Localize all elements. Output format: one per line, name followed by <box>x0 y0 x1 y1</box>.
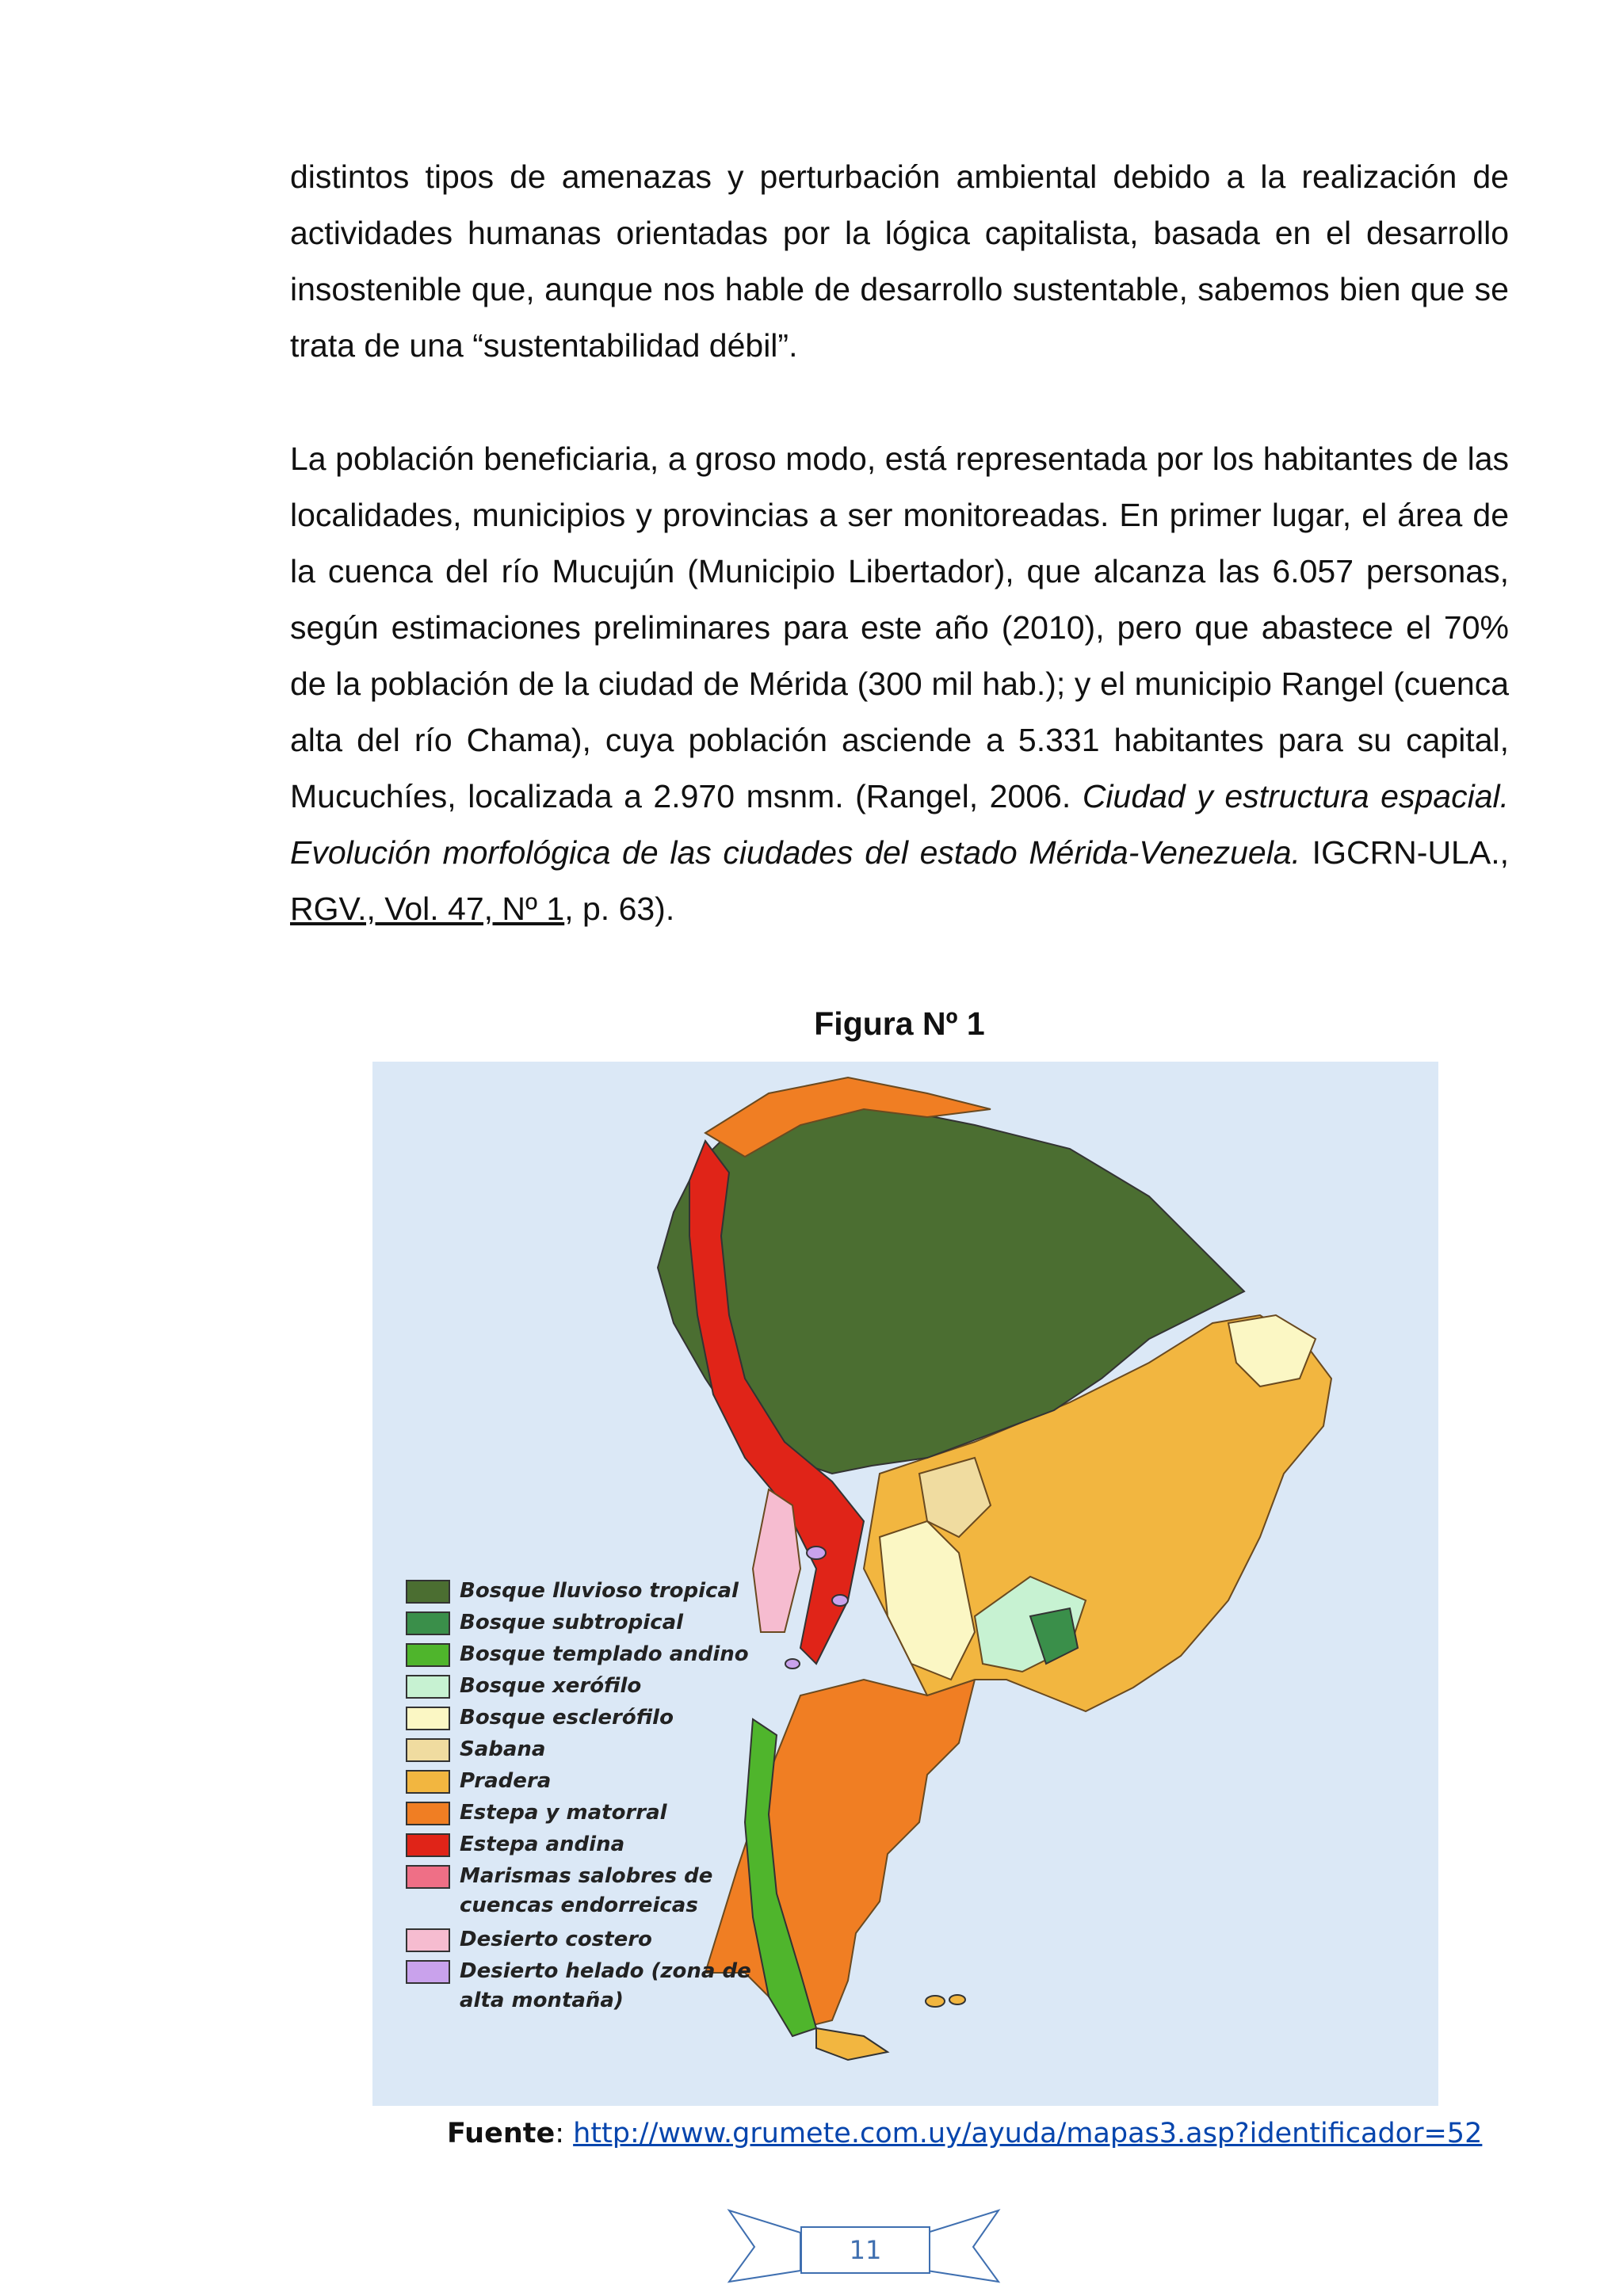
legend-label: Estepa y matorral <box>460 1801 667 1825</box>
paragraph-2-middle: IGCRN-ULA., <box>1300 834 1509 871</box>
legend-label: Desierto helado (zona de alta montaña) <box>460 1959 751 2012</box>
journal-reference: RGV., Vol. 47, Nº 1 <box>290 891 565 927</box>
legend-label: Estepa andina <box>460 1833 625 1856</box>
legend-label: Bosque subtropical <box>460 1611 684 1634</box>
legend-label: Bosque templado andino <box>460 1642 749 1666</box>
page-number: 11 <box>800 2226 930 2274</box>
legend-label: Bosque esclerófilo <box>460 1706 674 1730</box>
paragraph-2-lead: La población beneficiaria, a groso modo, está representada por los habitantes de las localidades, municipios y provincias a ser monitoreadas. En primer lugar, el área de la cuenca del río Mucujún (Municipio Libertador), que alcanza las 6.057 personas, según estimaciones preliminares para este año (2010), pero que abastece el 70% de la población de la ciudad de Mérida (300 mil hab.); y el municipio Rangel (cuenca alta del río Chama), cuya población asciende a 5.331 habitantes para su capital, Mucuchíes, localizada a 2.970 msnm. (Rangel, 2006. <box>290 441 1509 814</box>
legend-label: Bosque xerófilo <box>460 1674 642 1698</box>
legend-label: Sabana <box>460 1737 546 1761</box>
source-link[interactable]: http://www.grumete.com.uy/ayuda/mapas3.asp?identificador=52 <box>573 2118 1483 2149</box>
legend-label: Marismas salobres de cuencas endorreicas <box>460 1864 713 1917</box>
cited-work-title: Ciudad y estructura espacial. Evolución morfológica de las ciudades del estado Mérida-Venezuela. <box>290 778 1510 871</box>
source-label: Fuente <box>447 2118 556 2149</box>
legend-label: Bosque lluvioso tropical <box>460 1579 739 1603</box>
paragraph-1-text: distintos tipos de amenazas y perturbación ambiental debido a la realización de actividades humanas orientadas por la lógica capitalista, basada en el desarrollo insostenible que, aunque nos hable de desarrollo sustentable, sabemos bien que se trata de una “sustentabilidad débil”. <box>290 158 1509 364</box>
source-separator: : <box>555 2118 574 2149</box>
figure-title: Figura Nº 1 <box>814 1005 985 1042</box>
paragraph-2-tail: , p. 63). <box>564 891 675 927</box>
legend-label: Desierto costero <box>460 1928 652 1951</box>
legend-label: Pradera <box>460 1769 552 1793</box>
